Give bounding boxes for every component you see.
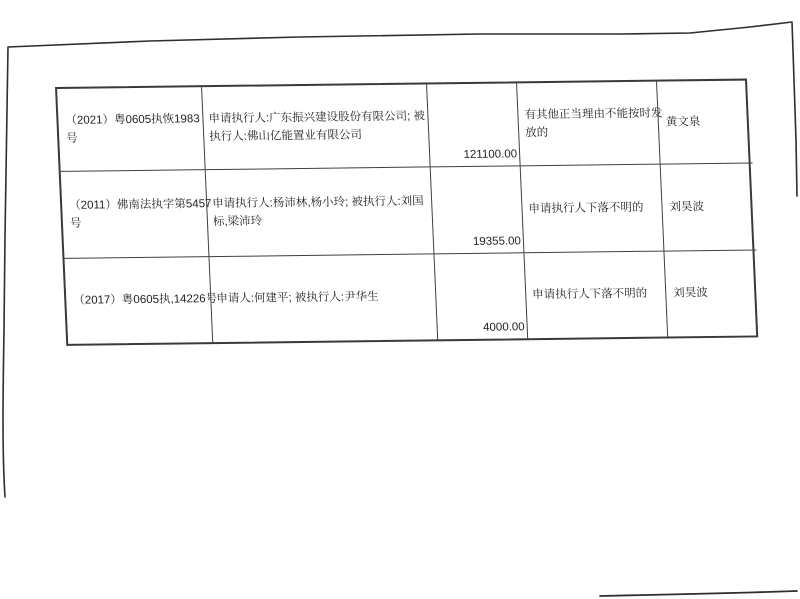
- reason-line: 放的: [524, 126, 549, 139]
- person-name-cell: [661, 163, 757, 251]
- case-number-line: （2021）粤0605执恢1983: [65, 113, 200, 127]
- person-name: 黄文泉: [665, 115, 701, 129]
- case-number-line: 号: [69, 217, 82, 230]
- case-number-cell: [57, 87, 206, 172]
- case-number-line: （2011）佛南法执字第5457: [68, 197, 212, 212]
- reason-line: 有其他正当理由不能按时发: [524, 107, 663, 122]
- reason-line: 申请执行人下落不明的: [532, 287, 648, 302]
- parties-cell: [202, 84, 431, 170]
- case-number-cell: [65, 257, 218, 344]
- person-name-cell: [664, 250, 760, 336]
- reason-cell: [517, 82, 661, 167]
- parties-cell: [206, 167, 435, 257]
- amount-cell: [434, 253, 528, 339]
- reason-cell: [521, 165, 665, 254]
- parties-line: 申请执行人:广东振兴建设股份有限公司; 被: [208, 110, 426, 125]
- reason-cell: [524, 252, 668, 339]
- reason-line: 申请执行人下落不明的: [528, 201, 644, 215]
- page-bottom-edge-line: [600, 591, 797, 596]
- parties-line: 申请执行人:杨沛林,杨小玲; 被执行人:刘国: [211, 195, 424, 210]
- person-name: 刘昊波: [669, 200, 705, 214]
- parties-line: 执行人:佛山亿能置业有限公司: [208, 128, 363, 143]
- amount-value: 121100.00: [463, 148, 518, 162]
- parties-line: 申请人:何建平; 被执行人:尹华生: [216, 291, 379, 306]
- amount-cell: [427, 83, 521, 167]
- person-name-cell: [657, 81, 753, 165]
- person-name: 刘昊波: [673, 287, 709, 300]
- case-number-line: （2017）粤0605执,14226号: [73, 293, 218, 307]
- enforcement-cases-table: [55, 79, 758, 346]
- case-number-cell: [61, 170, 210, 259]
- case-number-line: 号: [65, 132, 79, 145]
- parties-line: 标,梁沛玲: [212, 214, 263, 228]
- amount-value: 4000.00: [482, 321, 525, 335]
- parties-cell: [209, 254, 438, 342]
- amount-value: 19355.00: [472, 235, 522, 249]
- amount-cell: [431, 166, 525, 254]
